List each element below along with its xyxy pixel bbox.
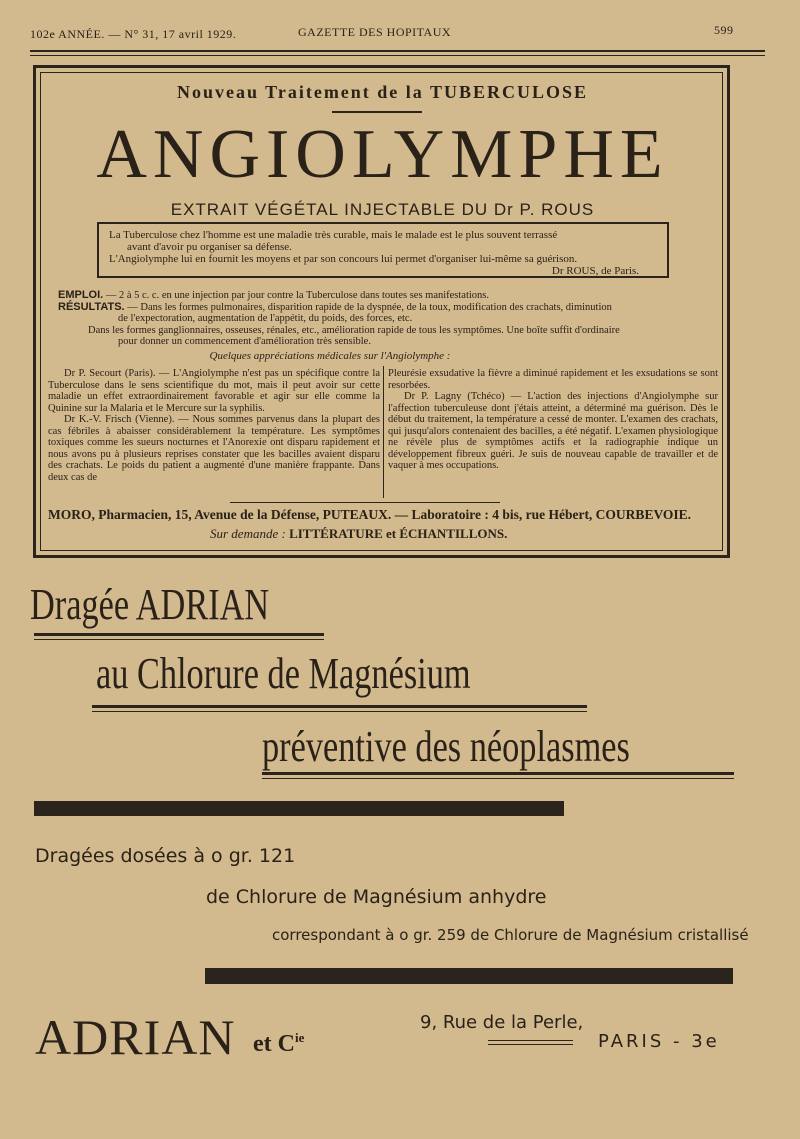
resultats-text: de l'expectoration, augmentation de l'appétit, du poids, des forces, etc. — [118, 313, 413, 324]
sur-demande-text: LITTÉRATURE et ÉCHANTILLONS. — [289, 526, 508, 541]
quote-line: avant d'avoir pu organiser sa défense. — [127, 241, 292, 253]
adrian-rule-3b — [262, 778, 734, 779]
adrian-line-2: au Chlorure de Magnésium — [96, 649, 471, 698]
address-rule-b — [488, 1044, 573, 1045]
opinions-right-column — [388, 368, 718, 498]
ornament-rule — [332, 111, 422, 113]
company-et-cie — [253, 1030, 304, 1058]
journal-title: GAZETTE DES HOPITAUX — [298, 25, 452, 39]
quote-line: La Tuberculose chez l'homme est une maladie très curable, mais le malade est le plus souvent terrassé — [109, 229, 558, 241]
sur-demande — [210, 526, 630, 542]
adrian-rule-2b — [92, 711, 587, 712]
quote-signature: Dr ROUS, de Paris. — [551, 265, 639, 277]
resultats-text: Dans les formes ganglionnaires, osseuses, rénales, etc., amélioration rapide de tous les symptômes. Une boîte suffit d'ordinaire — [88, 324, 620, 336]
resultats-label: RÉSULTATS. — [58, 300, 125, 313]
quote-line: L'Angiolymphe lui en fournit les moyens et par son concours lui permet d'organiser lui-même sa guérison. — [109, 253, 578, 265]
ad-kicker: Nouveau Traitement de la TUBERCULOSE — [176, 82, 589, 102]
company-et: et C — [253, 1031, 295, 1057]
opinions-title: Quelques appréciations médicales sur l'Angiolymphe : — [209, 350, 451, 362]
brand-angiolymphe: ANGIOLYMPHE — [96, 116, 669, 193]
company-adrian: ADRIAN — [35, 1009, 236, 1065]
company-address: 9, Rue de la Perle, — [420, 1012, 584, 1033]
adrian-rule-1b — [34, 639, 324, 640]
adrian-rule-2 — [92, 705, 587, 708]
adrian-bottom-bar — [205, 968, 733, 984]
footer-ornament-rule — [230, 502, 500, 503]
adrian-line-3: préventive des néoplasmes — [262, 722, 630, 771]
dose-line-1: Dragées dosées à o gr. 121 — [35, 845, 296, 867]
emploi-label: EMPLOI. — [58, 289, 104, 301]
company-city: PARIS - 3e — [598, 1031, 720, 1052]
dose-line-2: de Chlorure de Magnésium anhydre — [206, 886, 547, 908]
address-rule — [488, 1040, 573, 1041]
opinion-lagny: Dr P. Lagny (Tchéco) — L'action des injections d'Angiolymphe sur l'affection tuberculeuse dont j'étais atteint, a déterminé ma guérison. Dès le début du traitement, la température a cessé de monter. L'examen des crachats, qui jusqu'alors contenaient des bacilles, a été négatif. L'examen physiologique ne révèle plus de symptômes actifs et la radiographie indique un développement fibreux guéri. Je suis de nouveau capable de travailler et de vaquer à mes occupations. — [388, 391, 718, 471]
quote-box — [97, 222, 669, 278]
dose-line-3: correspondant à o gr. 259 de Chlorure de Magnésium cristallisé — [272, 926, 749, 944]
adrian-line-1: Dragée ADRIAN — [30, 580, 270, 629]
adrian-rule-3 — [262, 772, 734, 775]
sur-demande-label: Sur demande : — [210, 526, 286, 541]
opinion-secourt: Dr P. Secourt (Paris). — L'Angiolymphe n'est pas un spécifique contre la Tuberculose dans le sens scientifique du mot, mais il peut avoir sur cette maladie un effet extraordinairement favorable et agir sur elle comme la Quinine sur la Malaria et le Mercure sur la syphilis. — [48, 368, 380, 414]
resultats-text: — Dans les formes pulmonaires, disparition rapide de la dyspnée, de la toux, modification des crachats, diminution — [127, 301, 612, 313]
header-rule-thin — [30, 55, 765, 56]
opinion-frisch: Dr K.-V. Frisch (Vienne). — Nous sommes parvenus dans la plupart des cas fébriles à abaisser considérablement la température. Les symptômes toxiques comme les sueurs nocturnes et l'Anorexie ont disparu rapidement et nous avons pu à plusieurs reprises constater que les bacilles avaient disparu des crachats. Le poids du patient a augmenté d'une manière frappante. Dans deux cas de — [48, 414, 380, 483]
issue-info: 102e ANNÉE. — N° 31, 17 avril 1929. — [30, 27, 237, 41]
header-rule — [30, 50, 765, 52]
emploi-text: — 2 à 5 c. c. en une injection par jour contre la Tuberculose dans toutes ses manifestations. — [105, 290, 490, 301]
resultats-text: pour donner un commencement d'amélioration très sensible. — [118, 336, 371, 347]
usage-section — [58, 290, 718, 348]
adrian-rule-1 — [34, 633, 324, 636]
column-divider — [383, 366, 384, 498]
ad-subtitle: EXTRAIT VÉGÉTAL INJECTABLE DU Dr P. ROUS — [170, 200, 595, 219]
adrian-thick-bar — [34, 801, 564, 816]
moro-address: MORO, Pharmacien, 15, Avenue de la Défense, PUTEAUX. — Laboratoire : 4 bis, rue Hébert, COURBEVOIE. — [48, 507, 692, 522]
page-number: 599 — [714, 23, 734, 37]
opinion-pleuresie: Pleurésie exsudative la fièvre a diminué rapidement et les exsudations se sont resorbées. — [388, 368, 718, 391]
company-ie: ie — [294, 1030, 305, 1045]
opinions-left-column — [48, 368, 380, 498]
